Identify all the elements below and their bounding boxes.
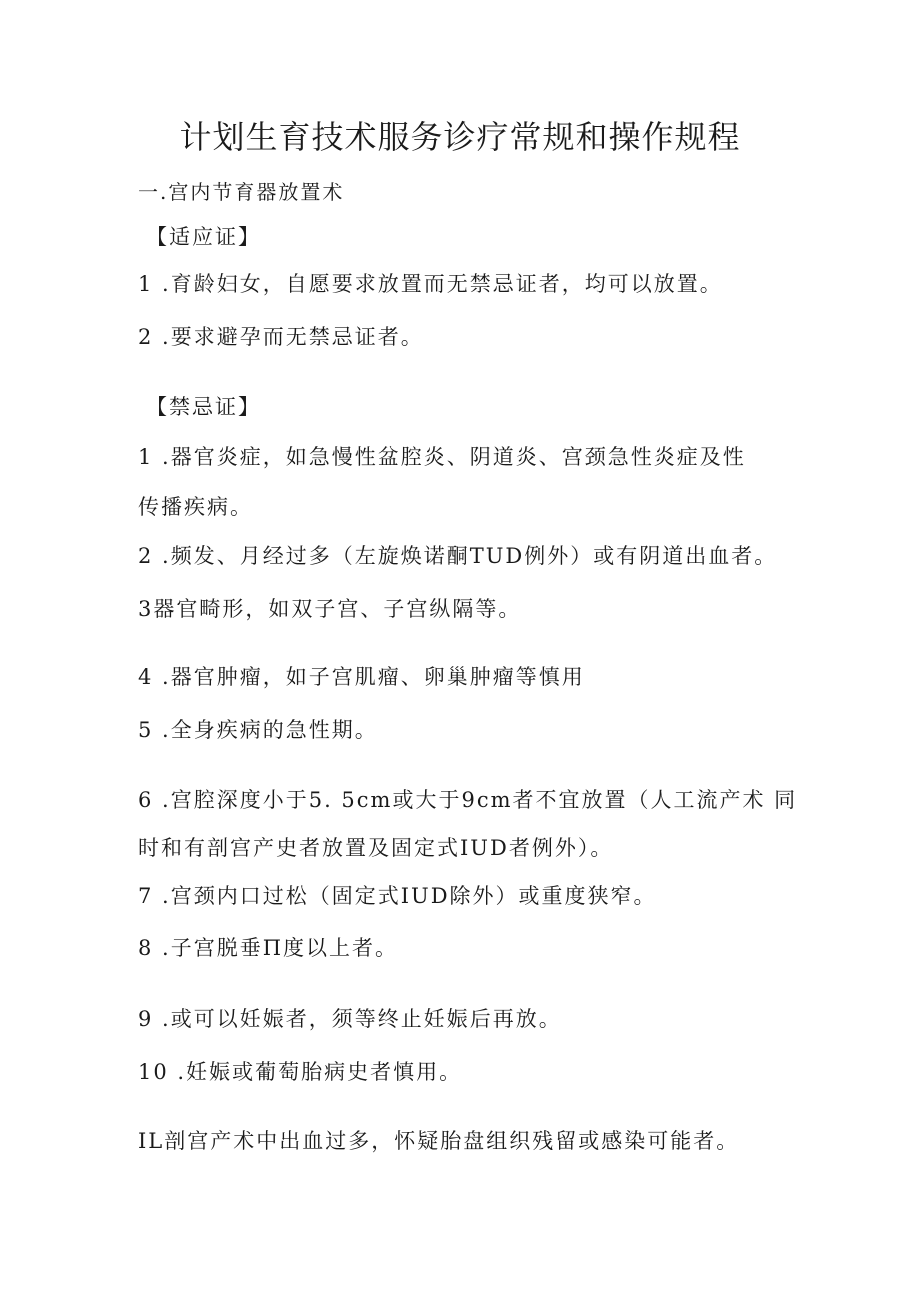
contraindications-heading: 【禁忌证】 [146, 395, 261, 419]
contraindication-line: 时和有剖宫产史者放置及固定式IUD者例外）。 [138, 836, 614, 860]
contraindication-line: 4 .器官肿瘤，如子宫肌瘤、卵巢肿瘤等慎用 [138, 665, 585, 689]
contraindication-line: 6 .宫腔深度小于5. 5cm或大于9cm者不宜放置（人工流产术 同 [138, 788, 798, 812]
indications-heading: 【适应证】 [146, 225, 261, 249]
contraindication-line: 8 .子宫脱垂Π度以上者。 [138, 936, 399, 960]
indication-item: 2 .要求避孕而无禁忌证者。 [138, 325, 424, 349]
contraindication-line: IL剖宫产术中出血过多，怀疑胎盘组织残留或感染可能者。 [138, 1129, 740, 1153]
page-title: 计划生育技术服务诊疗常规和操作规程 [179, 118, 741, 156]
contraindication-line: 2 .频发、月经过多（左旋焕诺酮TUD例外）或有阴道出血者。 [138, 544, 778, 568]
contraindication-line: 7 .宫颈内口过松（固定式IUD除外）或重度狭窄。 [138, 884, 657, 908]
contraindication-line: 传播疾病。 [138, 495, 253, 519]
contraindication-line: 1 .器官炎症，如急慢性盆腔炎、阴道炎、宫颈急性炎症及性 [138, 445, 746, 469]
indication-item: 1 .育龄妇女，自愿要求放置而无禁忌证者，均可以放置。 [138, 272, 723, 296]
section-heading: 一.宫内节育器放置术 [138, 180, 345, 204]
contraindication-line: 10 .妊娠或葡萄胎病史者慎用。 [138, 1060, 463, 1084]
contraindication-line: 9 .或可以妊娠者，须等终止妊娠后再放。 [138, 1007, 562, 1031]
contraindication-line: 3器官畸形，如双子宫、子宫纵隔等。 [138, 597, 522, 621]
contraindication-line: 5 .全身疾病的急性期。 [138, 718, 378, 742]
